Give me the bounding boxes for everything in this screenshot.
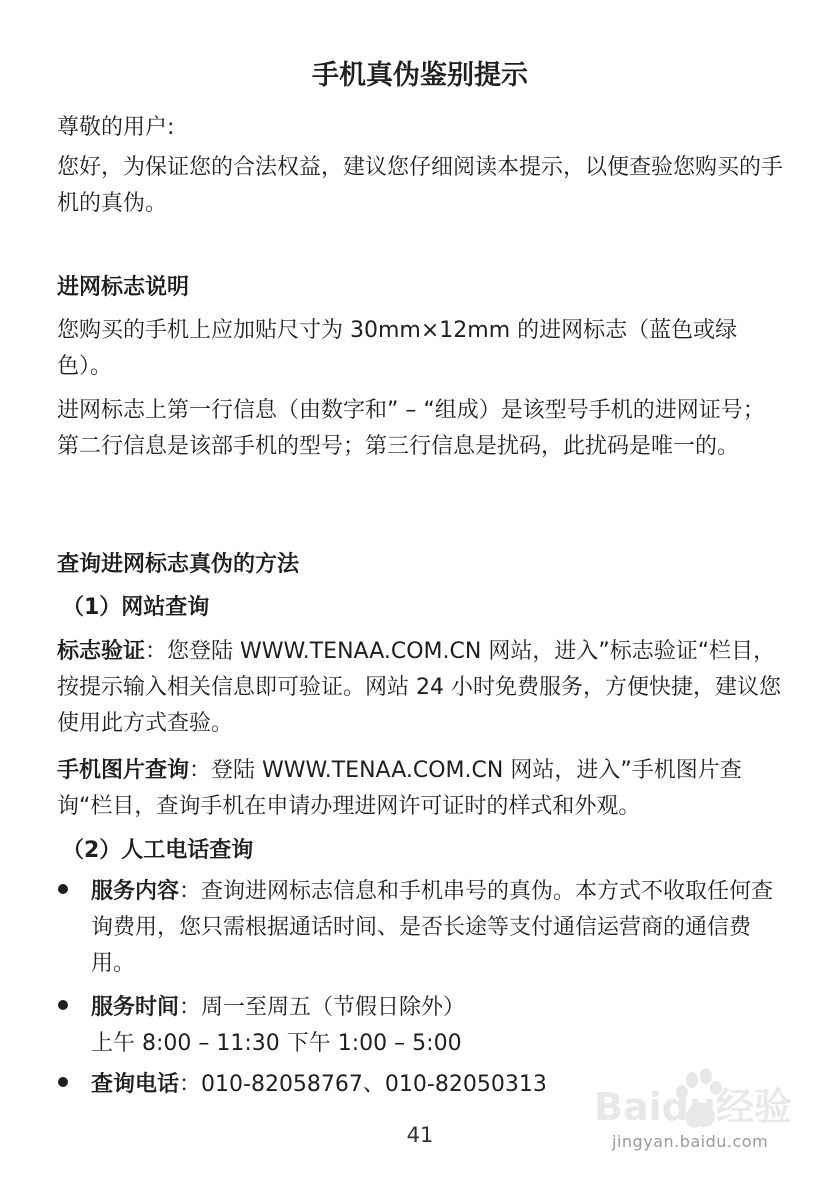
greeting: 尊敬的用户: xyxy=(57,115,175,140)
bullet-dot xyxy=(58,1077,68,1087)
watermark-brand-text: Baidu经验 xyxy=(594,1085,792,1129)
phone-image-query-paragraph xyxy=(57,753,785,825)
service-content-label: 服务内容 xyxy=(91,879,180,904)
phone-image-query-text: ：登陆 WWW.TENAA.COM.CN 网站，进入”手机图片查询“栏目，查询手机在申请办理进网许可证时的样式和外观。 xyxy=(57,758,742,819)
page-title: 手机真伪鉴别提示 xyxy=(312,60,528,91)
bullet-service-hours xyxy=(91,990,785,1062)
network-label-info-paragraph: 进网标志上第一行信息（由数字和” – “组成）是该型号手机的进网证号；第二行信息是该部手机的型号；第三行信息是扰码，此扰码是唯一的。 xyxy=(57,398,765,459)
bullet-dot xyxy=(58,884,68,894)
service-content-text: ：查询进网标志信息和手机串号的真伪。本方式不收取任何查询费用，您只需根据通话时间、是否长途等支付通信运营商的通信费用。 xyxy=(91,879,774,976)
label-verification-title: 标志验证 xyxy=(57,639,146,664)
page-number: 41 xyxy=(406,1123,434,1147)
section-heading-verify-methods: 查询进网标志真伪的方法 xyxy=(57,552,300,577)
query-phone-label: 查询电话 xyxy=(91,1072,180,1097)
bullet-service-content xyxy=(91,874,785,982)
bullet-dot xyxy=(58,1000,68,1010)
phone-image-query-title: 手机图片查询 xyxy=(57,758,190,783)
watermark-url: jingyan.baidu.com xyxy=(612,1132,769,1151)
subheading-phone-query: （2）人工电话查询 xyxy=(62,838,254,863)
query-phone-text: ：010-82058767、010-82050313 xyxy=(179,1072,547,1097)
section-heading-network-label: 进网标志说明 xyxy=(57,275,190,300)
service-hours-label: 服务时间 xyxy=(91,995,180,1020)
label-verification-paragraph xyxy=(57,634,785,742)
label-verification-text: ：您登陆 WWW.TENAA.COM.CN 网站，进入”标志验证“栏目，按提示输入相关信息即可验证。网站 24 小时免费服务，方便快捷，建议您使用此方式查验。 xyxy=(57,639,781,736)
intro-paragraph: 您好，为保证您的合法权益，建议您仔细阅读本提示，以便查验您购买的手机的真伪。 xyxy=(57,155,784,216)
service-hours-times: 上午 8:00 – 11:30 下午 1:00 – 5:00 xyxy=(91,1031,462,1056)
service-hours-text: ：周一至周五（节假日除外） xyxy=(179,995,466,1020)
network-label-size-paragraph: 您购买的手机上应加贴尺寸为 30mm×12mm 的进网标志（蓝色或绿色）。 xyxy=(57,318,738,379)
subheading-website-query: （1）网站查询 xyxy=(62,595,210,620)
baidu-watermark-logo xyxy=(590,1060,800,1170)
